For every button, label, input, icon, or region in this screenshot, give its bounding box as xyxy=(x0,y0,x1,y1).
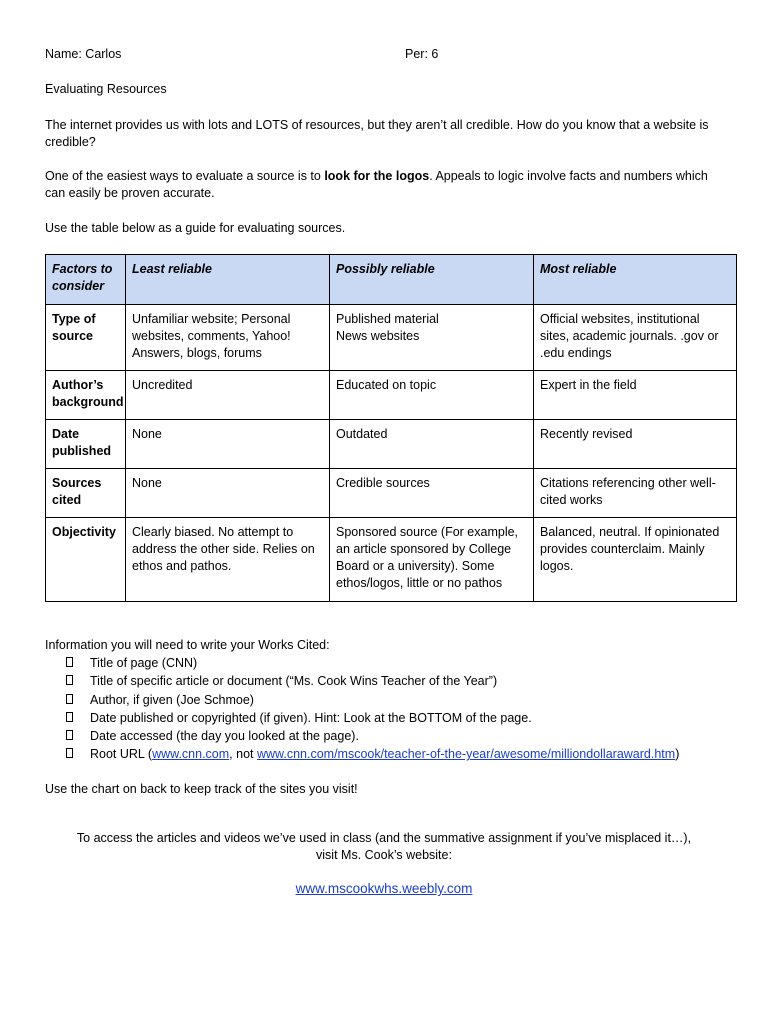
list-item xyxy=(66,727,679,745)
document-title: Evaluating Resources xyxy=(45,82,167,96)
least-reliable-cell: None xyxy=(126,420,330,469)
class-period: Per: 6 xyxy=(405,47,439,61)
table-row xyxy=(46,305,737,371)
list-item-text: Author, if given (Joe Schmoe) xyxy=(90,692,254,707)
list-item xyxy=(66,654,679,672)
student-name: Name: Carlos xyxy=(45,47,122,61)
possibly-reliable-cell: Published material News websites xyxy=(330,305,534,371)
logos-paragraph xyxy=(45,168,730,202)
most-reliable-cell: Balanced, neutral. If opinionated provides counterclaim. Mainly logos. xyxy=(534,518,737,602)
most-reliable-cell: Citations referencing other well-cited works xyxy=(534,469,737,518)
possibly-reliable-cell: Educated on topic xyxy=(330,371,534,420)
works-cited-heading: Information you will need to write your Works Cited: xyxy=(45,638,330,652)
most-reliable-cell: Official websites, institutional sites, academic journals. .gov or .edu endings xyxy=(534,305,737,371)
logos-bold-phrase: look for the logos xyxy=(324,169,430,183)
list-item xyxy=(66,672,679,690)
list-item-text: Date accessed (the day you looked at the page). xyxy=(90,729,359,744)
table-row xyxy=(46,518,737,602)
table-guide-text: Use the table below as a guide for evaluating sources. xyxy=(45,221,346,235)
checkbox-bullet-icon xyxy=(66,730,73,740)
website-line xyxy=(0,880,768,897)
factor-cell: Author’s background xyxy=(46,371,126,420)
possibly-reliable-cell: Credible sources xyxy=(330,469,534,518)
cnn-root-link[interactable]: www.cnn.com xyxy=(152,747,230,762)
intro-paragraph: The internet provides us with lots and LOTS of resources, but they aren’t all credible. How do you know that a website is credible? xyxy=(45,118,709,149)
chart-note: Use the chart on back to keep track of the sites you visit! xyxy=(45,782,358,796)
access-line-2: visit Ms. Cook’s website: xyxy=(316,848,452,862)
header-factors: Factors to consider xyxy=(46,255,126,305)
table-row xyxy=(46,420,737,469)
table-row xyxy=(46,371,737,420)
checkbox-bullet-icon xyxy=(66,748,73,758)
list-item-root-url xyxy=(66,745,679,763)
table-header-row xyxy=(46,255,737,305)
header-row xyxy=(45,46,725,64)
least-reliable-cell: Unfamiliar website; Personal websites, comments, Yahoo! Answers, blogs, forums xyxy=(126,305,330,371)
logos-text-before: One of the easiest ways to evaluate a source is to xyxy=(45,169,325,183)
list-item-text: Title of page (CNN) xyxy=(90,656,198,670)
least-reliable-cell: None xyxy=(126,469,330,518)
header-most-reliable: Most reliable xyxy=(534,255,737,305)
least-reliable-cell: Clearly biased. No attempt to address the other side. Relies on ethos and pathos. xyxy=(126,518,330,602)
list-item xyxy=(66,709,679,727)
root-url-middle: , not xyxy=(229,747,257,762)
checkbox-bullet-icon xyxy=(66,712,73,722)
list-item-text: Date published or copyrighted (if given). Hint: Look at the BOTTOM of the page. xyxy=(90,710,532,725)
factor-cell: Objectivity xyxy=(46,518,126,602)
checkbox-bullet-icon xyxy=(66,694,73,704)
most-reliable-cell: Expert in the field xyxy=(534,371,737,420)
least-reliable-cell: Uncredited xyxy=(126,371,330,420)
cnn-full-url-link[interactable]: www.cnn.com/mscook/teacher-of-the-year/awesome/milliondollaraward.htm xyxy=(256,747,676,762)
checkbox-bullet-icon xyxy=(66,675,73,685)
list-item xyxy=(66,691,679,709)
header-possibly-reliable: Possibly reliable xyxy=(330,255,534,305)
root-url-suffix: ) xyxy=(675,747,680,762)
list-item-text: Title of specific article or document (“Ms. Cook Wins Teacher of the Year”) xyxy=(90,674,498,689)
header-least-reliable: Least reliable xyxy=(126,255,330,305)
most-reliable-cell: Recently revised xyxy=(534,420,737,469)
possibly-reliable-cell: Outdated xyxy=(330,420,534,469)
checkbox-bullet-icon xyxy=(66,657,73,667)
works-cited-list xyxy=(66,654,679,764)
possibly-reliable-cell: Sponsored source (For example, an article sponsored by College Board or a university). Some ethos/logos, little or no pathos xyxy=(330,518,534,602)
factor-cell: Date published xyxy=(46,420,126,469)
teacher-website-link[interactable]: www.mscookwhs.weebly.com xyxy=(295,881,473,896)
access-line-1: To access the articles and videos we’ve used in class (and the summative assignment if you’ve misplaced it…), xyxy=(76,831,692,845)
evaluation-table xyxy=(45,254,737,602)
root-url-prefix: Root URL ( xyxy=(90,747,153,762)
logos-text-after: . Appeals to logic involve facts and numbers which can easily be proven accurate. xyxy=(45,169,708,200)
factor-cell: Sources cited xyxy=(46,469,126,518)
factor-cell: Type of source xyxy=(46,305,126,371)
table-row xyxy=(46,469,737,518)
